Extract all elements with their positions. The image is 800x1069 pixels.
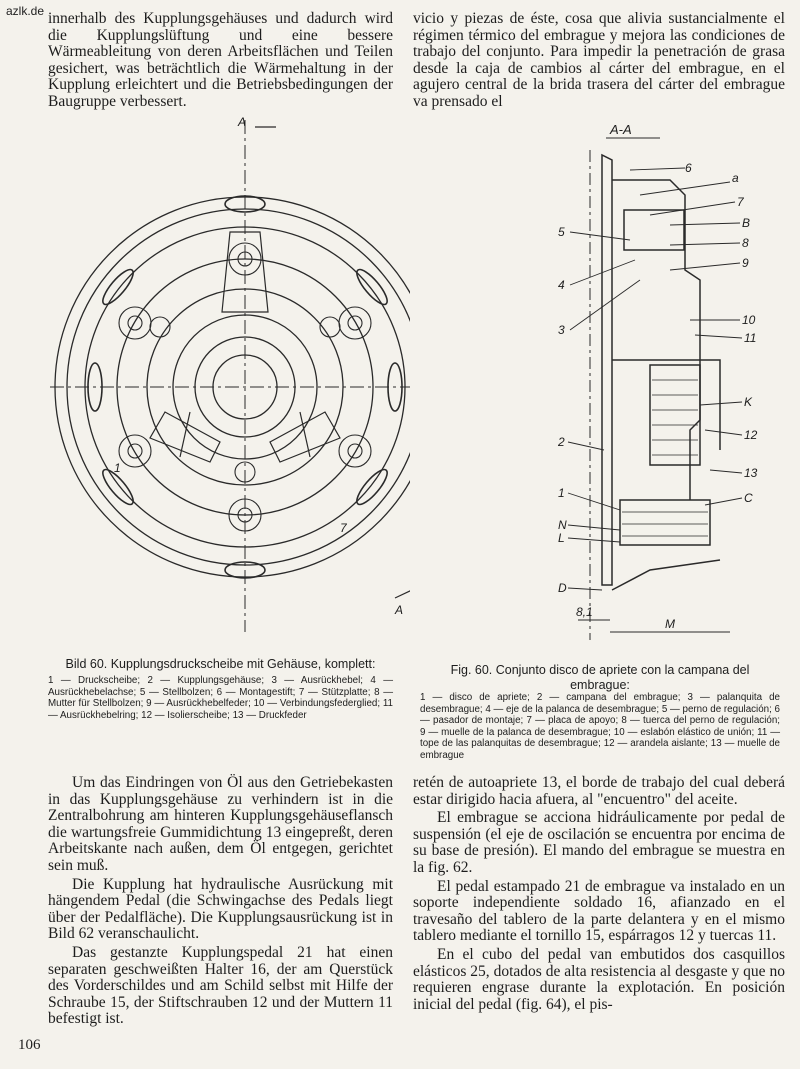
page-number: 106 (18, 1037, 41, 1053)
watermark: azlk.de (6, 4, 45, 18)
callout-5: 5 (558, 225, 565, 239)
figure-left-caption-legend: 1 — Druckscheibe; 2 — Kupplungsgehäuse; 3 — Ausrückhebel; 4 — Ausrückhebelachse; 5 — Stellbolzen; 6 — Montagestift; 7 — Stützplatte; 8 — Mutter für Stellbolzen; 9 — Ausrückhebelfeder; 10 — Verbindungsfederglied; 11 — Ausrückhebelring; 12 — Isolierscheibe; 13 — Druckfeder (48, 675, 393, 721)
bottom-left-column (48, 775, 393, 1028)
callout-1: 1 (558, 486, 565, 500)
bottom-right-paragraph-1: retén de autoapriete 13, el borde de trabajo del cual deberá estar dirigido hacia afuera, al "encuentro" del aceite. (413, 774, 785, 808)
callout-N: N (558, 518, 567, 532)
figure-left-caption-title: Bild 60. Kupplungsdruckscheibe mit Gehäuse, komplett: (65, 657, 376, 671)
figure-left-drawing (40, 112, 410, 652)
callout-D: D (558, 581, 567, 595)
top-left-paragraph: innerhalb des Kupplungsgehäuses und dadurch wird die Kupplungslüftung und eine bessere Wärmeableitung von deren Arbeitsflächen und Teilen gesichert, was beträchtlich die Wärmehaltung in der Kupplung erleichtert und die Betriebsbedingungen der Baugruppe verbessert. (48, 10, 393, 110)
bottom-right-paragraph-3: El pedal estampado 21 de embrague va instalado en un soporte independiente soldado 16, afianzado en el travesaño del tablero de la parte delantera y en el mismo tablero mediante el tornillo 15, espárragos 12 y tuercas 11. (413, 877, 785, 945)
callout-4: 4 (558, 278, 565, 292)
callout-3: 3 (558, 323, 565, 337)
callout-B: B (742, 216, 751, 230)
bottom-right-paragraph-4: En el cubo del pedal van embutidos dos casquillos elásticos 25, dotados de alta resistencia al desgaste y que no requieren engrase durante la explotación. En posición inicial del pedal (fig. 64), el pis- (413, 945, 785, 1013)
top-right-paragraph: vicio y piezas de éste, cosa que alivia sustancialmente el régimen térmico del embrague y mejora las condiciones de trabajo del conjunto. Para impedir la penetración de grasa desde la caja de cambios al cárter del embrague, en el agujero central de la brida trasera del cárter del embrague va prensado el (413, 10, 785, 110)
bottom-left-paragraph-2: Die Kupplung hat hydraulische Ausrückung mit hängendem Pedal (die Schwingachse des Pedals liegt über der Pedalfläche). Die Kupplungsausrückung ist in Bild 62 veranschaulicht. (48, 875, 393, 943)
callout-a: a (732, 171, 739, 185)
callout-left-7: 7 (340, 521, 347, 535)
callout-left-1: 1 (114, 461, 121, 475)
callout-C: C (744, 491, 753, 505)
bottom-left-paragraph-3: Das gestanzte Kupplungspedal 21 hat einen separaten geschweißten Halter 16, der am Querstück des Vorderschildes und am Schild selbst mit Hilfe der Schraube 15, der Stiftschrauben 12 und der Muttern 11 befestigt ist. (48, 943, 393, 1028)
top-right-column (413, 11, 785, 111)
top-left-column (48, 11, 393, 111)
dimension-M: M (665, 617, 675, 631)
callout-L: L (558, 531, 565, 545)
callout-2: 2 (558, 435, 565, 449)
callout-7: 7 (737, 195, 744, 209)
section-marker-top: A (238, 115, 247, 129)
callout-8: 8 (742, 236, 749, 250)
bottom-left-paragraph-1: Um das Eindringen von Öl aus den Getriebekasten in das Kupplungsgehäuse zu verhindern ist in die Zentralbohrung am hinteren Kupplungsgehäuseflansch die wartungsfreie Gummidichtung 13 eingepreßt, deren Arbeitskante nach außen, dem Öl entgegen, gerichtet sein muß. (48, 774, 393, 874)
bottom-right-paragraph-2: El embrague se acciona hidráulicamente por pedal de suspensión (el eje de oscilación se encuentra por encima de su base de presión). El mando del embrague se muestra en la fig. 62. (413, 809, 785, 876)
callout-13: 13 (744, 466, 758, 480)
figure-right-drawing (520, 120, 790, 655)
callout-9: 9 (742, 256, 749, 270)
callout-K: K (744, 395, 753, 409)
section-marker-bottom: A (395, 603, 404, 617)
callout-12: 12 (744, 428, 758, 442)
callout-10: 10 (742, 313, 756, 327)
section-title: A-A (610, 122, 632, 137)
dimension-8-1: 8,1 (576, 605, 593, 619)
figure-right-caption-title: Fig. 60. Conjunto disco de apriete con la campana del embrague: (450, 663, 750, 692)
callout-11: 11 (744, 331, 757, 345)
bottom-right-column (413, 775, 785, 1013)
callout-6: 6 (685, 161, 692, 175)
figure-right-caption-legend: 1 — disco de apriete; 2 — campana del embrague; 3 — palanquita de desembrague; 4 — eje de la palanca de desembrague; 5 — perno de regulación; 6 — pasador de montaje; 7 — placa de apoyo; 8 — tuerca del perno de regulación; 9 — muelle de la palanca de desembrague; 10 — eslabón elástico de unión; 11 — tope de las palanquitas de desembrague; 12 — arandela aislante; 13 — muelle de embrague (420, 692, 781, 761)
